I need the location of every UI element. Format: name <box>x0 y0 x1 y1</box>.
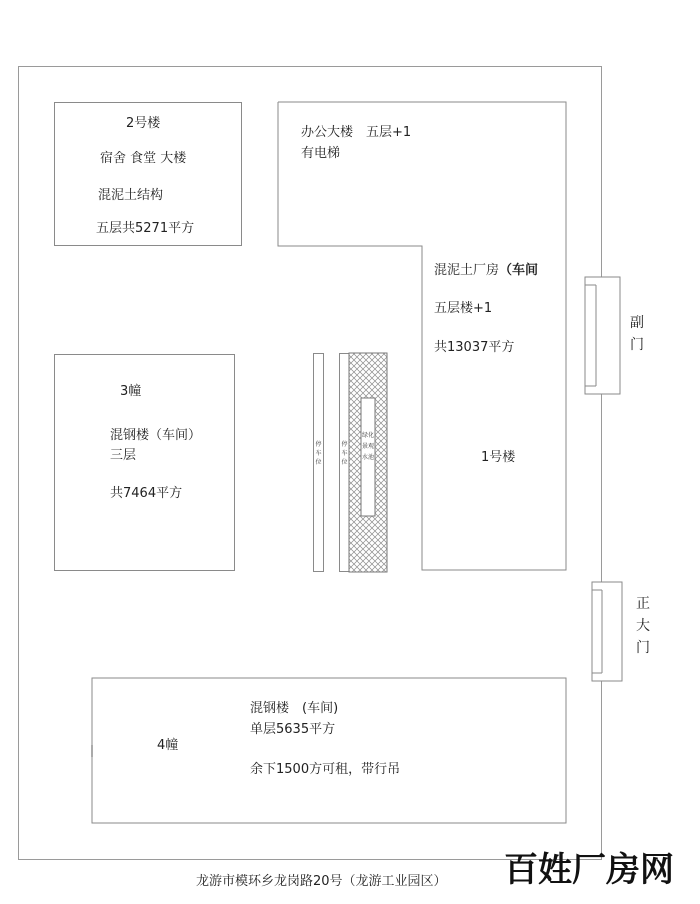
building-2-structure: 混泥土结构 <box>98 188 164 203</box>
parking-left-label: 停车位 <box>315 441 322 466</box>
building-4-area: 单层5635平方 <box>250 722 336 737</box>
side-gate-label: 副门 <box>630 315 644 353</box>
building-3-type: 混钢楼（车间） <box>110 428 202 443</box>
building-2-name: 2号楼 <box>126 116 161 131</box>
building-3-area: 共7464平方 <box>110 486 183 501</box>
site-address: 龙游市模环乡龙岗路20号（龙游工业园区） <box>196 874 447 889</box>
building-1-type-suffix: （车间 <box>499 263 539 278</box>
building-1-area: 共13037平方 <box>434 340 515 355</box>
watermark-logo: 百姓厂房网 <box>504 850 674 890</box>
office-line1: 办公大楼 五层+1 <box>301 125 412 140</box>
building-3-floors: 三层 <box>110 448 137 463</box>
parking-right-label: 停车位 <box>341 441 348 466</box>
building-2-area: 五层共5271平方 <box>96 221 195 236</box>
green-pond-label: 绿化景观水池 <box>362 432 375 461</box>
building-4-name: 4幢 <box>157 738 179 753</box>
building-3-name: 3幢 <box>120 384 142 399</box>
building-1-floors: 五层楼+1 <box>434 301 493 316</box>
main-gate-label: 正大门 <box>636 596 650 656</box>
office-line2: 有电梯 <box>301 146 341 161</box>
building-1-name: 1号楼 <box>481 450 516 465</box>
building-1-type-prefix: 混泥土厂房 <box>434 263 500 278</box>
building-4-type: 混钢楼 (车间) <box>250 701 339 716</box>
building-4-note: 余下1500方可租，带行吊 <box>250 762 401 777</box>
building-2-usage: 宿舍 食堂 大楼 <box>100 151 187 166</box>
